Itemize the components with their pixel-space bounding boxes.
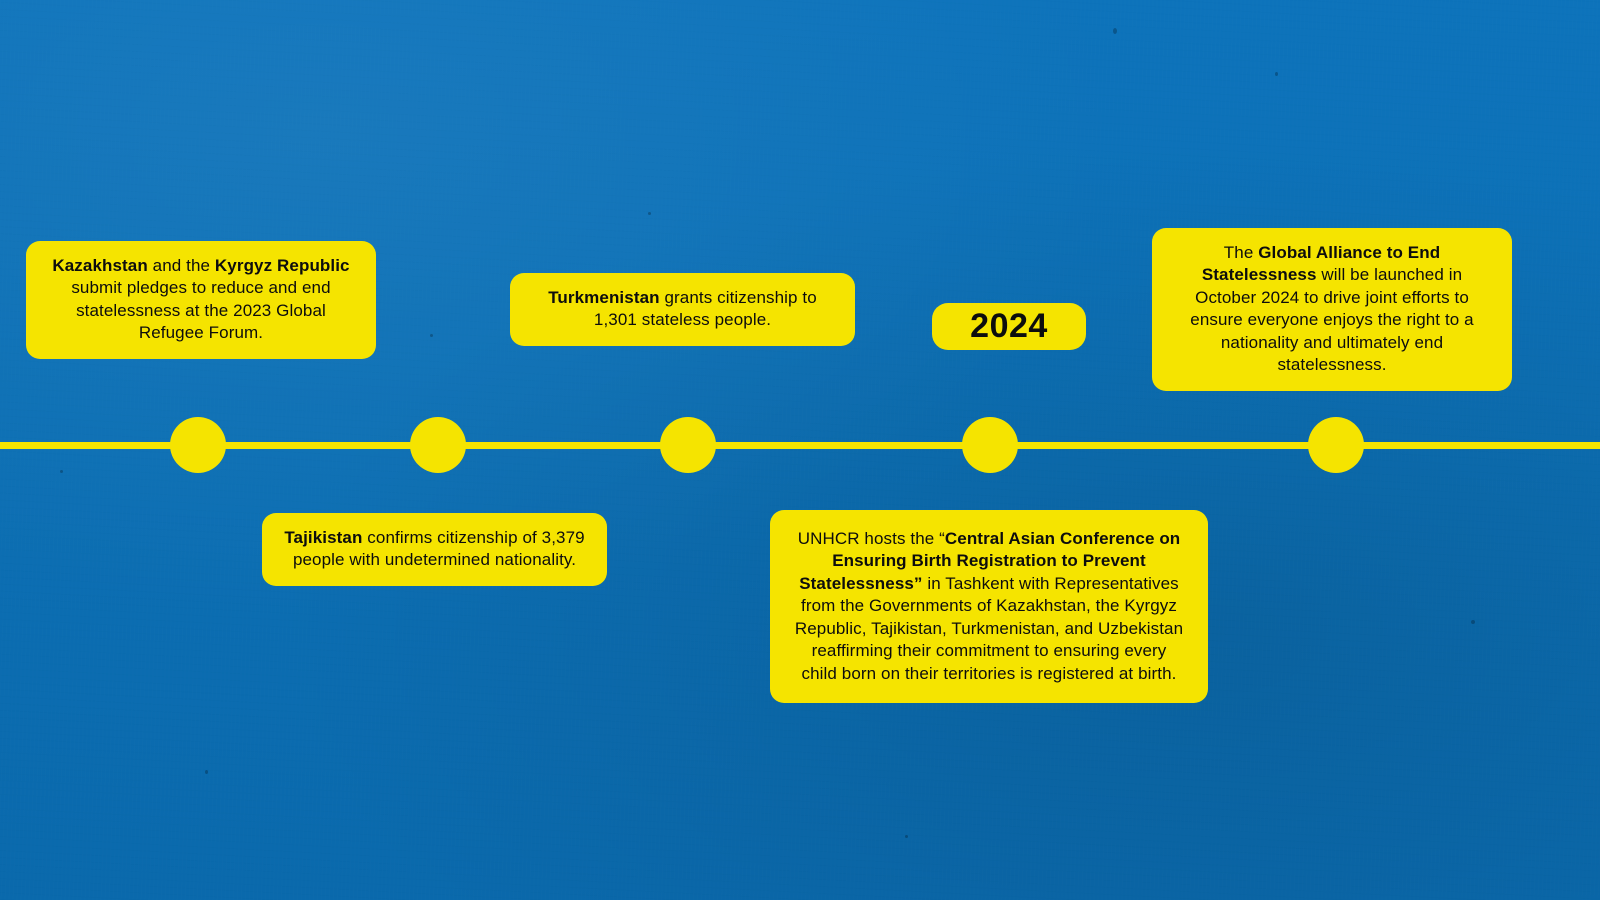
timeline-node-5[interactable] (1308, 417, 1364, 473)
timeline-card-unhcr-tashkent-conference: UNHCR hosts the “Central Asian Conference on Ensuring Birth Registration to Prevent Statelessness” in Tashkent with Representatives from the Governments of Kazakhstan, the Kyrgyz Republic, Tajikistan, Turkmenistan, and Uzbekistan reaffirming their commitment to ensuring every child born on their territories is registered at birth. (770, 510, 1208, 703)
timeline-node-4[interactable] (962, 417, 1018, 473)
texture-speck (1113, 28, 1117, 34)
texture-speck (205, 770, 208, 774)
texture-speck (1275, 72, 1278, 76)
texture-speck (905, 835, 908, 838)
timeline-card-kazakhstan-kyrgyz-pledges: Kazakhstan and the Kyrgyz Republic submit pledges to reduce and end statelessness at the 2023 Global Refugee Forum. (26, 241, 376, 359)
texture-speck (430, 334, 433, 337)
texture-speck (60, 470, 63, 473)
timeline-node-1[interactable] (170, 417, 226, 473)
texture-speck (648, 212, 651, 215)
year-badge-2024: 2024 (932, 303, 1086, 350)
timeline-card-tajikistan-citizenship: Tajikistan confirms citizenship of 3,379 people with undetermined nationality. (262, 513, 607, 586)
timeline-card-turkmenistan-citizenship: Turkmenistan grants citizenship to 1,301 stateless people. (510, 273, 855, 346)
texture-speck (1471, 620, 1475, 624)
timeline-node-2[interactable] (410, 417, 466, 473)
timeline-card-global-alliance: The Global Alliance to End Statelessness will be launched in October 2024 to drive joint efforts to ensure everyone enjoys the right to a nationality and ultimately end statelessness. (1152, 228, 1512, 391)
timeline-node-3[interactable] (660, 417, 716, 473)
